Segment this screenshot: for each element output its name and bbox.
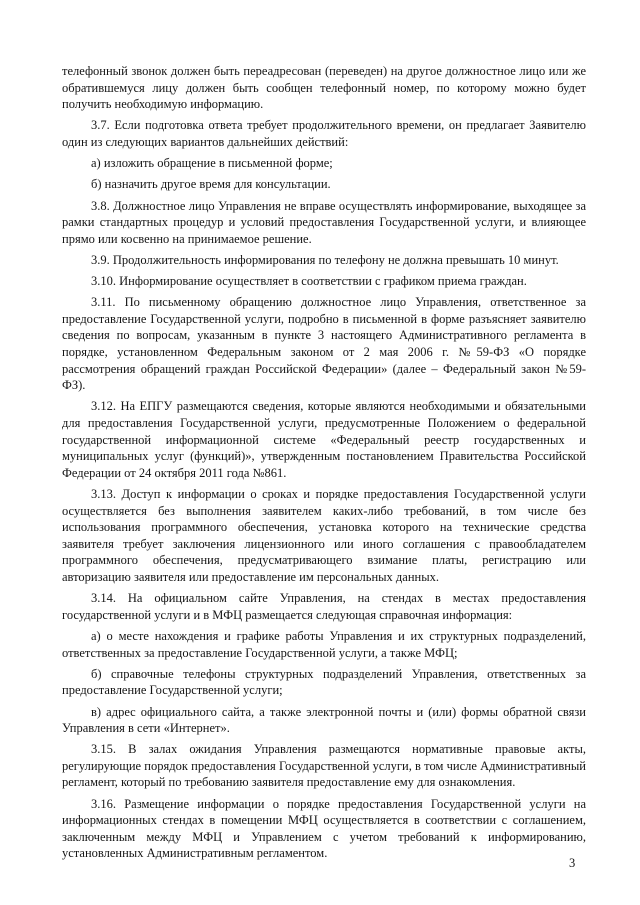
paragraph: б) назначить другое время для консультации. (91, 177, 331, 192)
paragraph: б) справочные телефоны структурных подразделений Управления, ответственных за предоставление Государственной услуги; (62, 666, 586, 698)
page-number: 3 (569, 856, 576, 870)
paragraph: 3.12. На ЕПГУ размещаются сведения, которые являются необходимыми и обязательными для предоставления Государственной услуги, предусмотренные Положением о федеральной государственной информационной системе «Федеральный реестр государственных и муниципальных услуг (функций)», утвержденным постановлением Правительства Российской Федерации от 24 октября 2011 года №861. (62, 399, 586, 480)
paragraph: 3.15. В залах ожидания Управления размещаются нормативные правовые акты, регулирующие порядок предоставления Государственной услуги, в том числе Административный регламент, который по требованию заявителя предоставление ему для ознакомления. (62, 742, 586, 790)
paragraph: телефонный звонок должен быть переадресован (переведен) на другое должностное лицо или же обратившемуся лицу должен быть сообщен телефонный номер, по которому можно будет получить необходимую информацию. (62, 64, 586, 112)
paragraph: 3.16. Размещение информации о порядке предоставления Государственной услуги на информационных стендах в помещении МФЦ осуществляется в соответствии с соглашением, заключенным между МФЦ и Управлением с учетом требований к информированию, установленных Административным регламентом. (62, 796, 586, 861)
paragraph: 3.7. Если подготовка ответа требует продолжительного времени, он предлагает Заявителю один из следующих вариантов дальнейших действий: (62, 118, 586, 149)
paragraph: 3.10. Информирование осуществляет в соответствии с графиком приема граждан. (91, 274, 527, 289)
paragraph: 3.11. По письменному обращению должностное лицо Управления, ответственное за предоставление Государственной услуги, подробно в письменной в форме разъясняет заявителю сведения по вопросам, указанным в пункте 3 настоящего Административного регламента в порядке, установленном Федеральным законом от 2 мая 2006 г. №59-ФЗ «О порядке рассмотрения обращений граждан Российской Федерации» (далее – Федеральный закон №59-ФЗ). (62, 295, 586, 393)
paragraph: а) изложить обращение в письменной форме; (91, 156, 333, 171)
paragraph: 3.13. Доступ к информации о сроках и порядке предоставления Государственной услуги осуществляется без выполнения заявителем каких-либо требований, в том числе без использования программного обеспечения, установка которого на технические средства заявителя требует заключения лицензионного или иного соглашения с правообладателем программного обеспечения, предусматривающего взимание платы, регистрацию или авторизацию заявителя или предоставление им персональных данных. (62, 487, 586, 584)
paragraph: а) о месте нахождения и графике работы Управления и их структурных подразделений, ответственных за предоставление Государственной услуги, а также МФЦ; (62, 628, 586, 660)
document-body (62, 63, 586, 867)
paragraph: 3.9. Продолжительность информирования по телефону не должна превышать 10 минут. (91, 252, 559, 267)
paragraph: 3.8. Должностное лицо Управления не вправе осуществлять информирование, выходящее за рамки стандартных процедур и условий предоставления Государственной услуги, и влияющее прямо или косвенно на принимаемое решение. (62, 198, 586, 246)
paragraph: 3.14. На официальном сайте Управления, на стендах в местах предоставления государственной услуги и в МФЦ размещается следующая справочная информация: (62, 591, 586, 622)
paragraph: в) адрес официального сайта, а также электронной почты и (или) формы обратной связи Управления в сети «Интернет». (62, 704, 586, 736)
